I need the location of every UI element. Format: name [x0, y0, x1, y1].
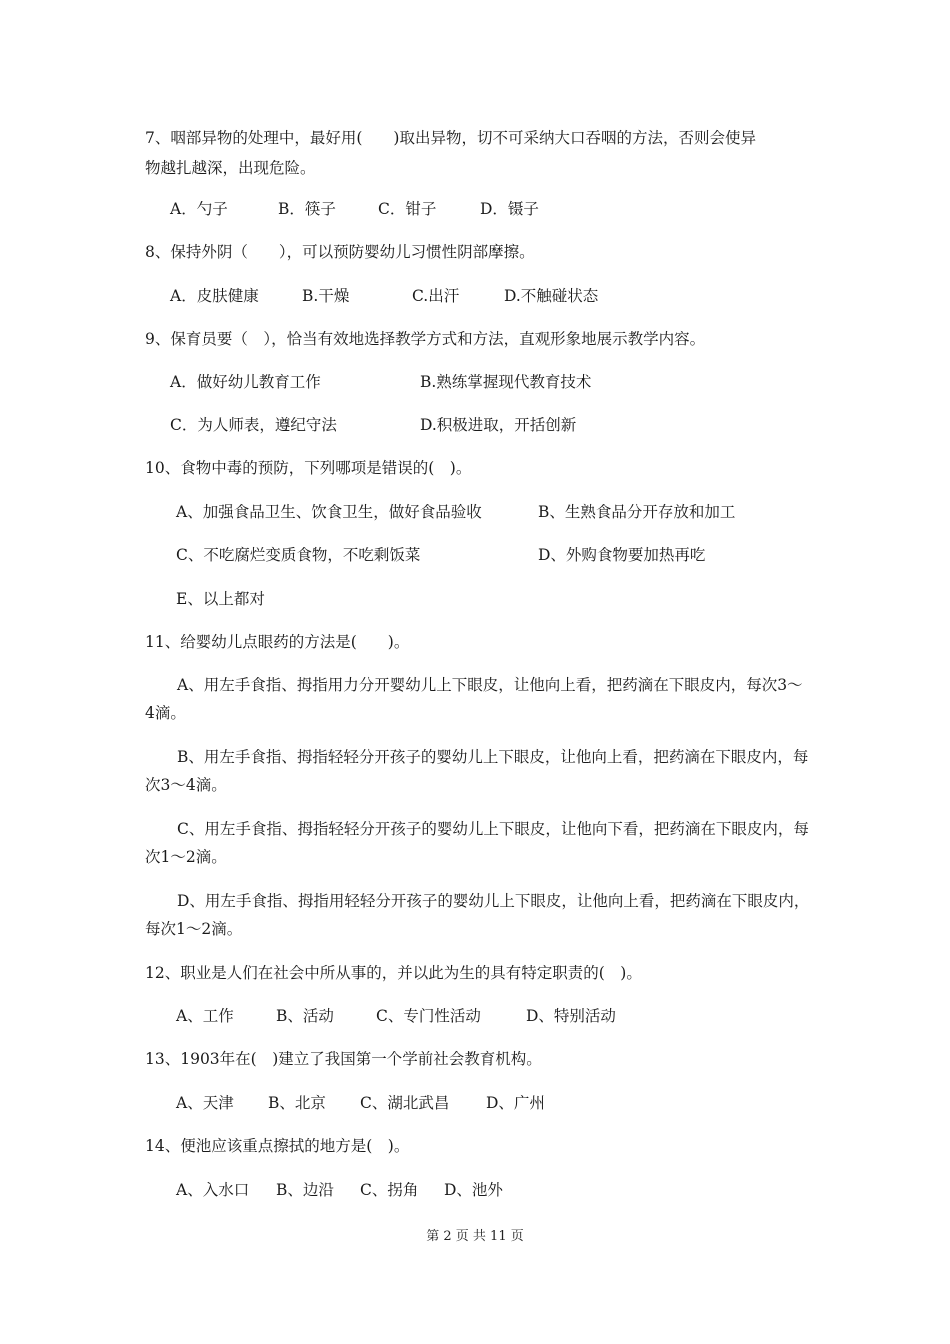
- question-8: 8、保持外阴（ ），可以预防婴幼儿习惯性阴部摩擦。: [145, 243, 535, 261]
- option-d: D.积极进取，开括创新: [420, 416, 577, 434]
- option-a: A、入水口: [176, 1181, 250, 1199]
- option-c: C、拐角: [360, 1181, 419, 1199]
- question-7-options: [170, 195, 539, 223]
- option-c: C．为人师表，遵纪守法: [170, 416, 337, 434]
- question-11-option-d: D、用左手食指、拇指用轻轻分开孩子的婴幼儿上下眼皮，让他向上看，把药滴在下眼皮内，每次1～2滴。: [145, 892, 810, 938]
- option-c: C.出汗: [412, 287, 460, 305]
- option-b: B、生熟食品分开存放和加工: [538, 503, 736, 521]
- question-9-options-row-2: [170, 411, 576, 439]
- option-b: B、活动: [276, 1007, 334, 1025]
- page-number: 第 2 页 共 11 页: [426, 1229, 524, 1244]
- option-d: D、池外: [444, 1181, 503, 1199]
- question-10: 10、食物中毒的预防，下列哪项是错误的( )。: [145, 459, 472, 477]
- option-d: D.不触碰状态: [504, 287, 599, 305]
- option-b: B、边沿: [276, 1181, 334, 1199]
- option-d: D．镊子: [480, 200, 539, 218]
- question-10-option-e: [176, 585, 265, 613]
- option-b: B、北京: [268, 1094, 326, 1112]
- option-c: C、湖北武昌: [360, 1094, 450, 1112]
- question-7-line-1: 7、咽部异物的处理中，最好用( )取出异物，切不可采纳大口吞咽的方法，否则会使异: [145, 129, 756, 147]
- option-b: B.干燥: [302, 287, 350, 305]
- question-11-option-c: C、用左手食指、拇指轻轻分开孩子的婴幼儿上下眼皮，让他向下看，把药滴在下眼皮内，每次1～2滴。: [145, 820, 809, 866]
- question-7-line-2: 物越扎越深，出现危险。: [145, 159, 316, 177]
- question-11-option-a: A、用左手食指、拇指用力分开婴幼儿上下眼皮，让他向上看，把药滴在下眼皮内，每次3～4滴。: [145, 676, 803, 722]
- option-b: B．筷子: [278, 200, 336, 218]
- question-12: 12、职业是人们在社会中所从事的，并以此为生的具有特定职责的( )。: [145, 964, 642, 982]
- option-a: A．勺子: [170, 200, 228, 218]
- question-10-options-row-1: [176, 498, 735, 526]
- option-a: A．皮肤健康: [170, 287, 259, 305]
- question-8-options: [170, 282, 598, 310]
- option-a: A．做好幼儿教育工作: [170, 373, 321, 391]
- question-11: 11、给婴幼儿点眼药的方法是( )。: [145, 633, 410, 651]
- question-13-options: [176, 1089, 545, 1117]
- option-a: A、工作: [176, 1007, 234, 1025]
- question-9: 9、保育员要（ ），恰当有效地选择教学方式和方法，直观形象地展示教学内容。: [145, 330, 706, 348]
- option-d: D、广州: [486, 1094, 545, 1112]
- question-14-options: [176, 1176, 503, 1204]
- option-c: C、专门性活动: [376, 1007, 481, 1025]
- option-a: A、天津: [176, 1094, 234, 1112]
- question-11-option-b: B、用左手食指、拇指轻轻分开孩子的婴幼儿上下眼皮，让他向上看，把药滴在下眼皮内，每次3～4滴。: [145, 748, 809, 794]
- question-14: 14、便池应该重点擦拭的地方是( )。: [145, 1137, 410, 1155]
- option-e: E、以上都对: [176, 590, 265, 608]
- option-d: D、特别活动: [526, 1007, 616, 1025]
- question-9-options-row-1: [170, 368, 591, 396]
- question-13: 13、1903年在( )建立了我国第一个学前社会教育机构。: [145, 1050, 542, 1068]
- option-c: C、不吃腐烂变质食物，不吃剩饭菜: [176, 546, 421, 564]
- option-d: D、外购食物要加热再吃: [538, 546, 706, 564]
- option-a: A、加强食品卫生、饮食卫生，做好食品验收: [176, 503, 482, 521]
- question-10-options-row-2: [176, 541, 705, 569]
- option-b: B.熟练掌握现代教育技术: [420, 373, 592, 391]
- question-12-options: [176, 1002, 616, 1030]
- option-c: C．钳子: [378, 200, 437, 218]
